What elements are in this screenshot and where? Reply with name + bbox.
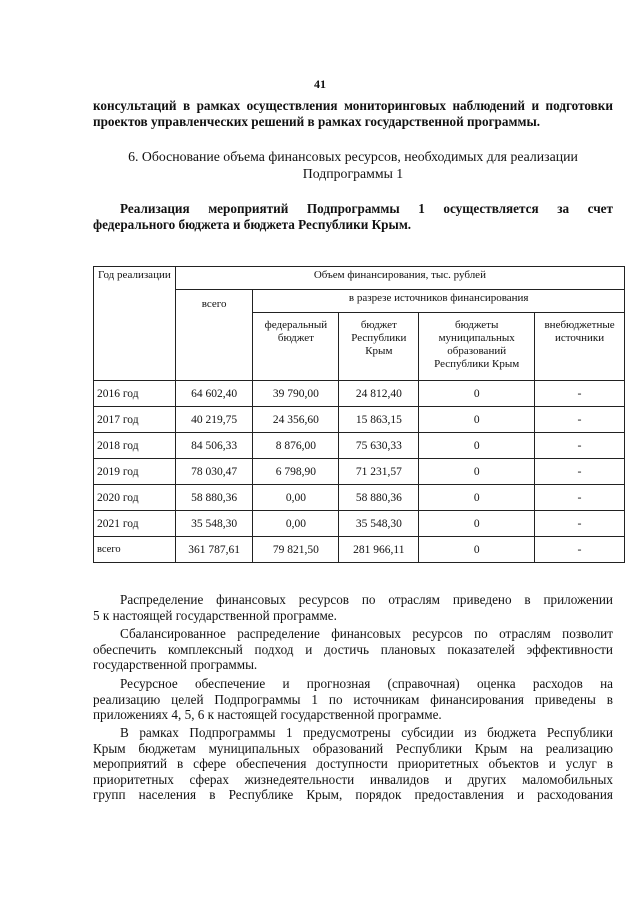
section-heading-line-2: Подпрограммы 1: [302, 166, 404, 181]
paragraph-4-line-2: реализацию целей Подпрограммы 1 по источникам финансирования приведены в: [93, 691, 613, 707]
cell-municipal: 0: [419, 537, 535, 563]
paragraph-1-line-1: Реализация мероприятий Подпрограммы 1 осуществляется за счет: [120, 201, 613, 216]
paragraph-subsidies: [93, 725, 613, 803]
cell-year: 2017 год: [94, 407, 176, 433]
paragraph-resources: [93, 676, 613, 723]
cell-republic: 71 231,57: [339, 459, 419, 485]
cell-total: 64 602,40: [175, 381, 253, 407]
table-row: [94, 407, 625, 433]
table-row: [94, 381, 625, 407]
paragraph-5-line-5: групп населения в Республике Крым, порядок предоставления и расходования: [93, 787, 613, 802]
cell-republic: 15 863,15: [339, 407, 419, 433]
paragraph-funding-sources: [93, 201, 613, 232]
cell-year: 2016 год: [94, 381, 176, 407]
header-municipal: бюджеты муниципальных образований Республики Крым: [419, 313, 535, 381]
paragraph-5-line-4: приоритетных сферах жизнедеятельности инвалидов и других маломобильных: [93, 771, 613, 787]
header-volume: Объем финансирования, тыс. рублей: [175, 267, 624, 290]
cell-federal: 0,00: [253, 485, 339, 511]
cell-federal: 39 790,00: [253, 381, 339, 407]
page-number: 41: [314, 77, 326, 91]
cell-extra: -: [535, 433, 625, 459]
cell-municipal: 0: [419, 433, 535, 459]
header-extra: внебюджетные источники: [535, 313, 625, 381]
header-by-source: в разрезе источников финансирования: [253, 290, 625, 313]
cell-municipal: 0: [419, 511, 535, 537]
table-row: [94, 511, 625, 537]
intro-paragraph: [93, 98, 613, 129]
cell-federal: 6 798,90: [253, 459, 339, 485]
cell-municipal: 0: [419, 407, 535, 433]
cell-extra: -: [535, 459, 625, 485]
paragraph-3-line-3: государственной программы.: [93, 657, 258, 672]
intro-line-1: консультаций в рамках осуществления мониторинговых наблюдений и подготовки: [93, 98, 613, 113]
cell-extra: -: [535, 407, 625, 433]
paragraph-5-line-1: В рамках Подпрограммы 1 предусмотрены субсидии из бюджета Республики: [120, 725, 613, 740]
header-year: Год реализации: [94, 267, 176, 381]
cell-year: 2019 год: [94, 459, 176, 485]
cell-federal: 8 876,00: [253, 433, 339, 459]
financing-table: [93, 266, 625, 563]
cell-federal: 79 821,50: [253, 537, 339, 563]
header-federal: федеральный бюджет: [253, 313, 339, 381]
paragraph-1-line-2: федерального бюджета и бюджета Республики Крым.: [93, 216, 412, 232]
cell-total: 40 219,75: [175, 407, 253, 433]
paragraph-distribution: [93, 592, 613, 623]
cell-total: 58 880,36: [175, 485, 253, 511]
cell-municipal: 0: [419, 381, 535, 407]
cell-municipal: 0: [419, 459, 535, 485]
cell-total: 78 030,47: [175, 459, 253, 485]
cell-extra: -: [535, 381, 625, 407]
table-row-total: [94, 537, 625, 563]
paragraph-3-line-1: Сбалансированное распределение финансовых ресурсов по отраслям позволит: [120, 626, 613, 641]
header-republic: бюджет Республики Крым: [339, 313, 419, 381]
cell-year: 2020 год: [94, 485, 176, 511]
header-total: всего: [175, 290, 253, 381]
paragraph-balanced: [93, 626, 613, 673]
table-row: [94, 459, 625, 485]
paragraph-4-line-3: приложениях 4, 5, 6 к настоящей государственной программе.: [93, 707, 442, 722]
intro-line-2: проектов управленческих решений в рамках государственной программы.: [93, 113, 541, 129]
cell-federal: 24 356,60: [253, 407, 339, 433]
paragraph-3-line-2: обеспечить комплексный подход и достичь плановых показателей эффективности: [93, 641, 613, 657]
cell-federal: 0,00: [253, 511, 339, 537]
cell-municipal: 0: [419, 485, 535, 511]
paragraph-2-line-1: Распределение финансовых ресурсов по отраслям приведено в приложении: [120, 592, 613, 607]
section-heading: [93, 148, 613, 182]
cell-republic: 75 630,33: [339, 433, 419, 459]
cell-total: 84 506,33: [175, 433, 253, 459]
cell-total: 35 548,30: [175, 511, 253, 537]
table-row: [94, 485, 625, 511]
paragraph-2-line-2: 5 к настоящей государственной программе.: [93, 607, 337, 623]
cell-republic: 58 880,36: [339, 485, 419, 511]
cell-extra: -: [535, 511, 625, 537]
cell-republic: 281 966,11: [339, 537, 419, 563]
table-row: [94, 433, 625, 459]
cell-year: всего: [94, 537, 176, 563]
cell-republic: 35 548,30: [339, 511, 419, 537]
paragraph-5-line-3: мероприятий в сфере обеспечения доступности приоритетных объектов и услуг в: [93, 756, 613, 771]
cell-republic: 24 812,40: [339, 381, 419, 407]
paragraph-5-line-2: Крым бюджетам муниципальных образований Республики Крым на реализацию: [93, 740, 613, 756]
cell-year: 2018 год: [94, 433, 176, 459]
cell-total: 361 787,61: [175, 537, 253, 563]
section-heading-line-1: 6. Обоснование объема финансовых ресурсов, необходимых для реализации: [128, 149, 578, 164]
cell-extra: -: [535, 537, 625, 563]
table-header-row-1: [94, 267, 625, 290]
cell-year: 2021 год: [94, 511, 176, 537]
cell-extra: -: [535, 485, 625, 511]
paragraph-4-line-1: Ресурсное обеспечение и прогнозная (справочная) оценка расходов на: [120, 676, 613, 691]
